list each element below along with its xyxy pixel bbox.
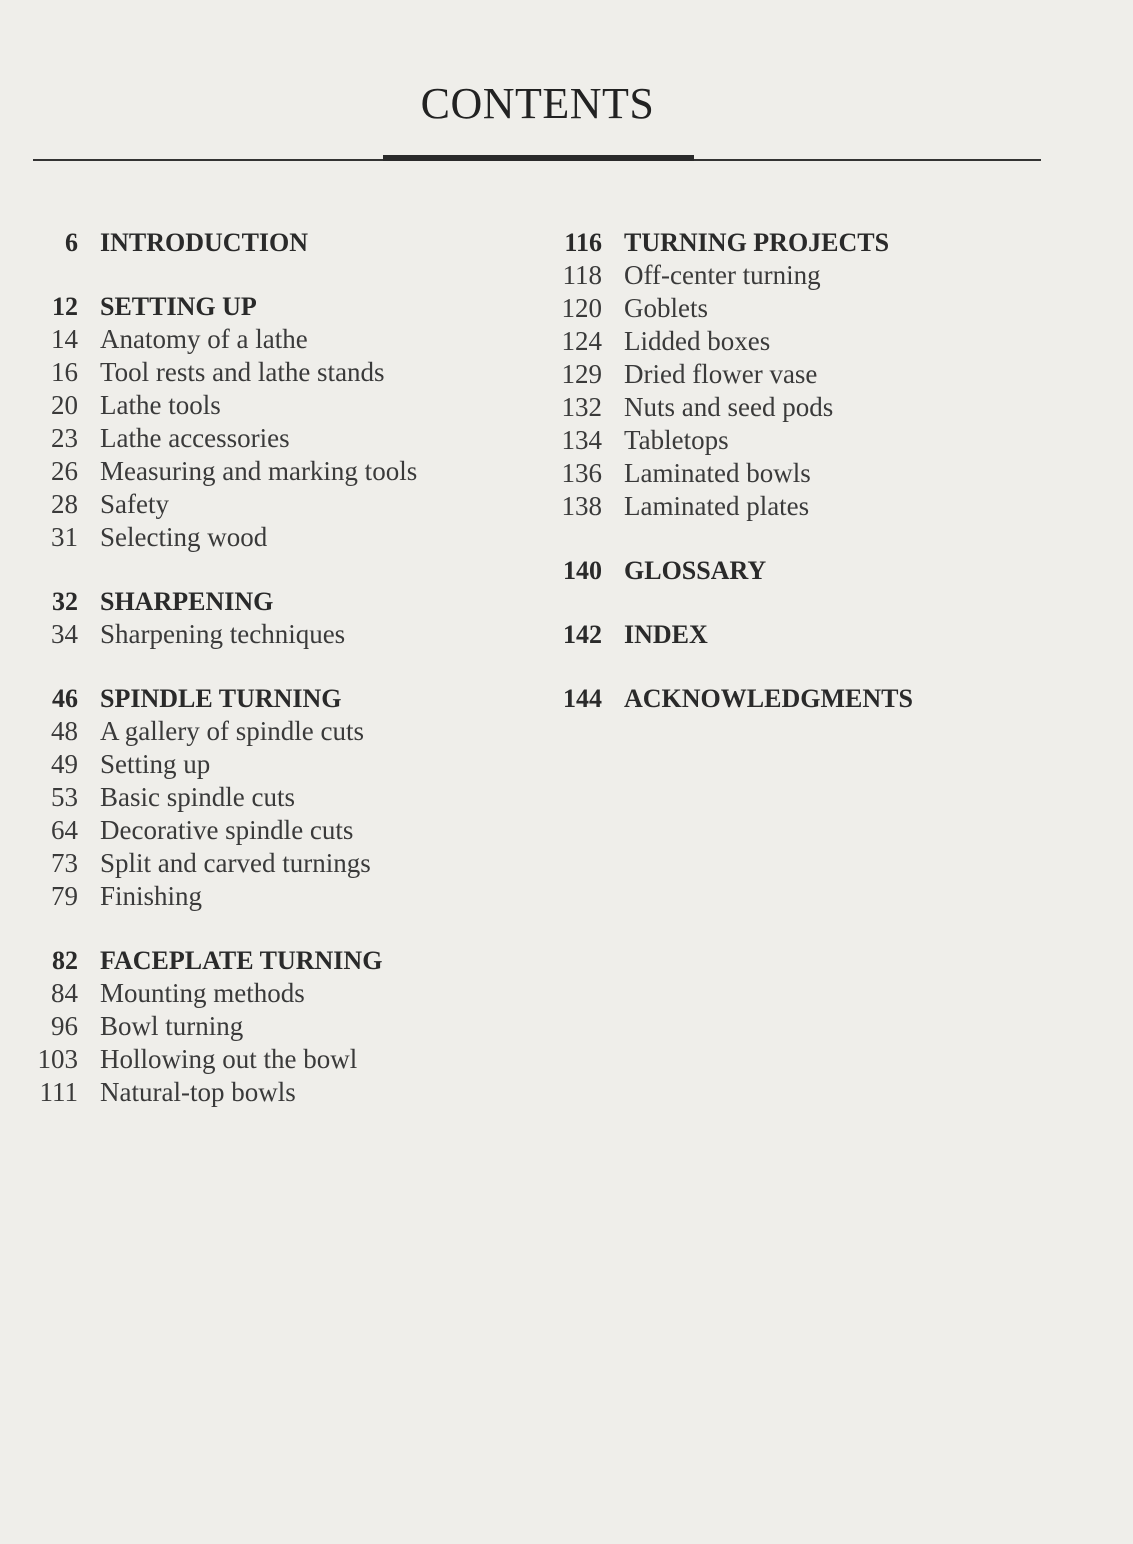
toc-entry	[540, 292, 1100, 325]
section-title: INDEX	[624, 620, 708, 649]
toc-section-heading	[20, 290, 520, 323]
toc-section-heading	[20, 226, 520, 259]
entry-title: Safety	[100, 489, 169, 519]
entry-title: Setting up	[100, 749, 211, 779]
toc-entry	[540, 424, 1100, 457]
page-number: 120	[561, 293, 602, 323]
toc-entry	[20, 847, 520, 880]
toc-section	[20, 944, 520, 1109]
entry-title: Dried flower vase	[624, 359, 818, 389]
toc-left-column	[20, 226, 520, 1140]
entry-title: Tabletops	[624, 425, 729, 455]
page-number: 134	[561, 425, 602, 455]
toc-entry	[20, 1076, 520, 1109]
toc-entry	[20, 488, 520, 521]
page-number: 84	[51, 978, 78, 1008]
entry-title: Laminated plates	[624, 491, 810, 521]
page-number: 136	[561, 458, 602, 488]
entry-title: Tool rests and lathe stands	[100, 357, 385, 387]
entry-title: Sharpening techniques	[100, 619, 346, 649]
entry-title: Split and carved turnings	[100, 848, 371, 878]
page-number: 53	[51, 782, 78, 812]
section-title: SPINDLE TURNING	[100, 684, 342, 713]
section-title: GLOSSARY	[624, 556, 767, 585]
toc-right-column	[540, 226, 1100, 746]
page-number: 118	[562, 260, 602, 290]
entry-title: Decorative spindle cuts	[100, 815, 354, 845]
page-number: 14	[51, 324, 78, 354]
toc-section	[540, 618, 1100, 651]
page-number: 20	[51, 390, 78, 420]
toc-section	[20, 682, 520, 913]
toc-entry	[540, 358, 1100, 391]
entry-title: Anatomy of a lathe	[100, 324, 308, 354]
toc-section-heading	[540, 226, 1100, 259]
toc-section	[20, 585, 520, 651]
section-title: SHARPENING	[100, 587, 274, 616]
toc-section	[540, 682, 1100, 715]
entry-title: Finishing	[100, 881, 203, 911]
toc-entry	[540, 325, 1100, 358]
toc-entry	[540, 457, 1100, 490]
entry-title: Hollowing out the bowl	[100, 1044, 358, 1074]
page-number: 129	[561, 359, 602, 389]
toc-entry	[540, 259, 1100, 292]
entry-title: A gallery of spindle cuts	[100, 716, 364, 746]
page-number: 48	[51, 716, 78, 746]
page-title: CONTENTS	[420, 79, 655, 128]
page-number: 138	[561, 491, 602, 521]
entry-title: Goblets	[624, 293, 708, 323]
toc-entry	[20, 715, 520, 748]
toc-entry	[20, 880, 520, 913]
page-number: 23	[51, 423, 78, 453]
toc-section-heading	[540, 682, 1100, 715]
page-number: 6	[65, 228, 78, 257]
entry-title: Laminated bowls	[624, 458, 811, 488]
entry-title: Bowl turning	[100, 1011, 244, 1041]
page-number: 140	[563, 556, 602, 585]
page-number: 28	[51, 489, 78, 519]
page-number: 111	[39, 1077, 78, 1107]
section-title: TURNING PROJECTS	[624, 228, 890, 257]
toc-entry	[20, 356, 520, 389]
page-number: 46	[52, 684, 78, 713]
entry-title: Natural-top bowls	[100, 1077, 296, 1107]
entry-title: Measuring and marking tools	[100, 456, 418, 486]
page-number: 73	[51, 848, 78, 878]
toc-entry	[20, 1043, 520, 1076]
entry-title: Lidded boxes	[624, 326, 771, 356]
toc-entry	[540, 490, 1100, 523]
toc-section-heading	[20, 682, 520, 715]
toc-section-heading	[540, 618, 1100, 651]
page-number: 132	[561, 392, 602, 422]
section-title: SETTING UP	[100, 292, 257, 321]
entry-title: Lathe accessories	[100, 423, 290, 453]
page-number: 96	[51, 1011, 78, 1041]
page-number: 32	[52, 587, 78, 616]
toc-entry	[20, 323, 520, 356]
toc-entry	[20, 455, 520, 488]
page-number: 124	[561, 326, 602, 356]
page-number: 82	[52, 946, 78, 975]
page-number: 64	[51, 815, 78, 845]
toc-entry	[20, 814, 520, 847]
toc-section	[540, 554, 1100, 587]
page-number: 34	[51, 619, 78, 649]
toc-entry	[20, 781, 520, 814]
entry-title: Lathe tools	[100, 390, 221, 420]
toc-entry	[20, 748, 520, 781]
page-number: 103	[37, 1044, 78, 1074]
entry-title: Off-center turning	[624, 260, 821, 290]
section-title: ACKNOWLEDGMENTS	[624, 684, 913, 713]
page-number: 16	[51, 357, 78, 387]
page-number: 142	[563, 620, 602, 649]
page-number: 144	[563, 684, 602, 713]
entry-title: Nuts and seed pods	[624, 392, 834, 422]
page-number: 49	[51, 749, 78, 779]
section-title: INTRODUCTION	[100, 228, 309, 257]
page-number: 12	[52, 292, 78, 321]
toc-entry	[20, 521, 520, 554]
title-rule-accent	[383, 155, 694, 161]
toc-section-heading	[540, 554, 1100, 587]
page-number: 116	[564, 228, 602, 257]
toc-entry	[20, 977, 520, 1010]
toc-section	[20, 290, 520, 554]
page-number: 79	[51, 881, 78, 911]
entry-title: Basic spindle cuts	[100, 782, 295, 812]
section-title: FACEPLATE TURNING	[100, 946, 383, 975]
toc-section	[20, 226, 520, 259]
page-number: 31	[51, 522, 78, 552]
toc-entry	[20, 1010, 520, 1043]
toc-entry	[20, 422, 520, 455]
entry-title: Selecting wood	[100, 522, 268, 552]
toc-entry	[20, 618, 520, 651]
toc-section-heading	[20, 585, 520, 618]
toc-entry	[540, 391, 1100, 424]
entry-title: Mounting methods	[100, 978, 305, 1008]
toc-section	[540, 226, 1100, 523]
toc-section-heading	[20, 944, 520, 977]
toc-entry	[20, 389, 520, 422]
page-number: 26	[51, 456, 78, 486]
